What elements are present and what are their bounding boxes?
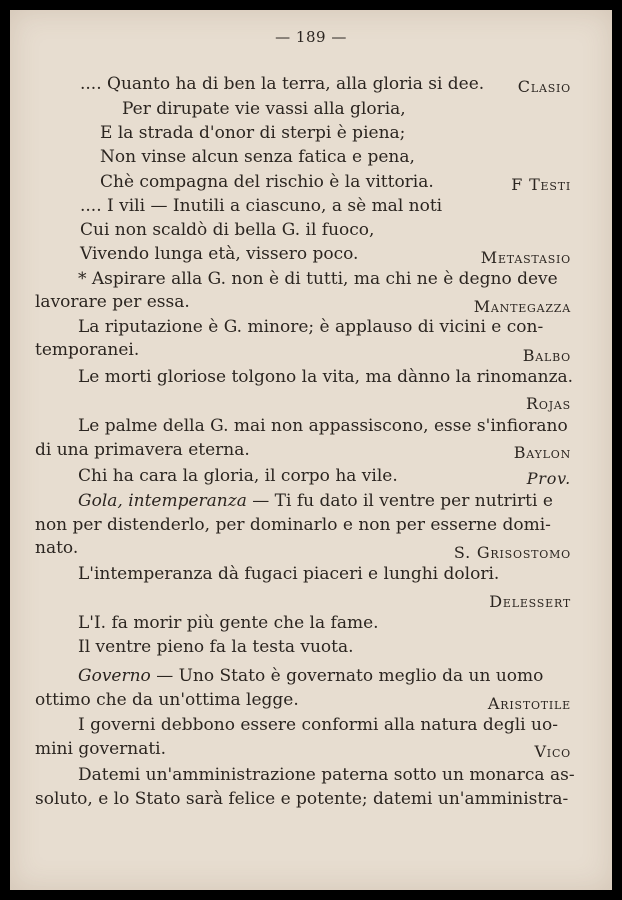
text-line: * Aspirare alla G. non è di tutti, ma chi ne è degno deve: [78, 269, 558, 289]
author-vico: Vico: [534, 742, 571, 761]
text-line: [78, 665, 543, 687]
author-rojas: Rojas: [526, 394, 571, 413]
topic-heading-gola: Gola, intemperanza: [78, 491, 247, 511]
text-segment: — Uno Stato è governato meglio da un uomo: [150, 666, 544, 686]
text-line: ottimo che da un'ottima legge.: [35, 690, 299, 710]
topic-heading-governo: Governo: [78, 666, 151, 686]
author-mantegazza: Mantegazza: [473, 297, 571, 316]
text-line: I governi debbono essere conformi alla natura degli uo-: [78, 715, 558, 735]
page-number: — 189 —: [275, 28, 347, 46]
text-line: lavorare per essa.: [35, 292, 190, 312]
text-line: Chè compagna del rischio è la vittoria.: [100, 172, 434, 192]
author-grisostomo: S. Grisostomo: [453, 543, 571, 562]
text-line: Le morti gloriose tolgono la vita, ma dànno la rinomanza.: [78, 367, 574, 387]
text-line: .... Quanto ha di ben la terra, alla gloria si dee.: [80, 74, 485, 94]
author-proverb: Prov.: [526, 469, 571, 488]
author-balbo: Balbo: [522, 346, 571, 365]
text-line: Per dirupate vie vassi alla gloria,: [122, 99, 406, 119]
text-line: Chi ha cara la gloria, il corpo ha vile.: [78, 466, 398, 486]
text-line: soluto, e lo Stato sarà felice e potente; datemi un'amministra-: [35, 789, 569, 809]
text-line: Vivendo lunga età, vissero poco.: [80, 244, 359, 264]
text-line: mini governati.: [35, 739, 167, 759]
author-clasio: Clasio: [517, 77, 571, 96]
text-segment: — Ti fu dato il ventre per nutrirti e: [246, 491, 553, 511]
text-line: Le palme della G. mai non appassiscono, esse s'infiorano: [78, 416, 568, 436]
text-line: temporanei.: [35, 340, 140, 360]
author-aristotile: Aristotile: [487, 694, 571, 713]
text-line: di una primavera eterna.: [35, 440, 250, 460]
text-line: Il ventre pieno fa la testa vuota.: [78, 637, 354, 657]
text-line: E la strada d'onor di sterpi è piena;: [100, 123, 406, 143]
text-line: L'intemperanza dà fugaci piaceri e lunghi dolori.: [78, 564, 500, 584]
text-line: non per distenderlo, per dominarlo e non per esserne domi-: [35, 515, 551, 535]
author-testi: F Testi: [511, 175, 571, 194]
author-baylon: Baylon: [513, 443, 571, 462]
text-line: [78, 490, 553, 512]
text-line: La riputazione è G. minore; è applauso di vicini e con-: [78, 317, 544, 337]
book-page: [10, 10, 612, 890]
text-line: Non vinse alcun senza fatica e pena,: [100, 147, 415, 167]
text-line: .... I vili — Inutili a ciascuno, a sè mal noti: [80, 196, 443, 216]
author-metastasio: Metastasio: [480, 248, 571, 267]
author-delessert: Delessert: [489, 592, 571, 611]
text-line: Datemi un'amministrazione paterna sotto un monarca as-: [78, 765, 575, 785]
text-line: Cui non scaldò di bella G. il fuoco,: [80, 220, 375, 240]
text-line: nato.: [35, 538, 79, 558]
text-line: L'I. fa morir più gente che la fame.: [78, 613, 379, 633]
